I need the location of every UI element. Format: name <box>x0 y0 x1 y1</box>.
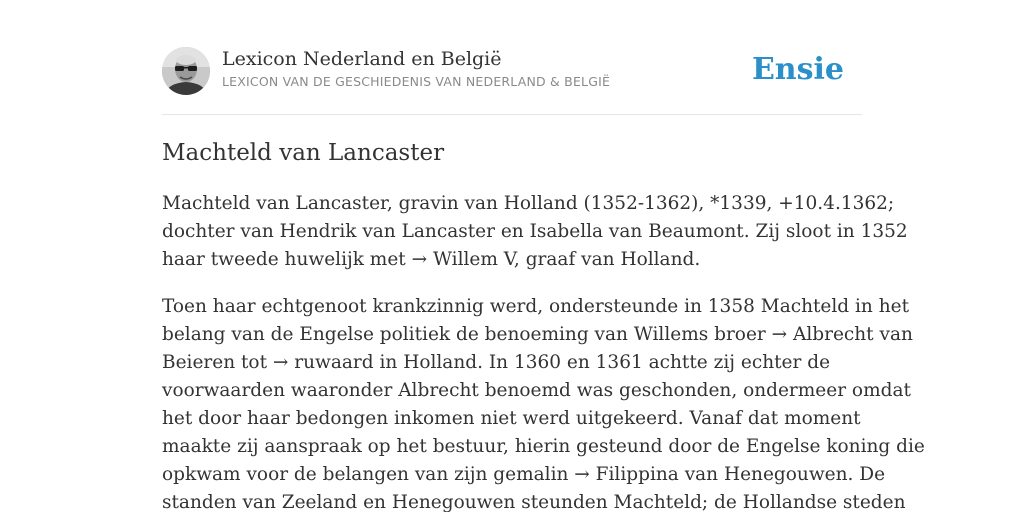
article-title: Machteld van Lancaster <box>162 140 445 166</box>
text-line: voorwaarden waaronder Albrecht benoemd was geschonden, ondermeer omdat <box>162 380 911 401</box>
author-name[interactable]: Lexicon Nederland en België <box>222 48 502 70</box>
text-line: Toen haar echtgenoot krankzinnig werd, ondersteunde in 1358 Machteld in het <box>162 296 910 317</box>
text-line: Beieren tot → ruwaard in Holland. In 1360 en 1361 achtte zij echter de <box>162 352 831 373</box>
text-line: dochter van Hendrik van Lancaster en Isabella van Beaumont. Zij sloot in 1352 <box>162 221 908 242</box>
author-subtitle[interactable]: LEXICON VAN DE GESCHIEDENIS VAN NEDERLAND & BELGIË <box>222 74 611 89</box>
text-line: belang van de Engelse politiek de benoeming van Willems broer → Albrecht van <box>162 324 913 345</box>
page-header <box>162 46 862 115</box>
text-line: opkwam voor de belangen van zijn gemalin → Filippina van Henegouwen. De <box>162 464 886 485</box>
article-body <box>162 190 925 512</box>
text-line: Machteld van Lancaster, gravin van Holland (1352-1362), *1339, +10.4.1362; <box>162 193 895 214</box>
author-avatar[interactable] <box>162 47 210 95</box>
text-line: het door haar bedongen inkomen niet werd uitgekeerd. Vanaf dat moment <box>162 408 861 429</box>
text-line: haar tweede huwelijk met → Willem V, graaf van Holland. <box>162 249 701 270</box>
text-line: maakte zij aanspraak op het bestuur, hierin gesteund door de Engelse koning die <box>162 436 925 457</box>
ensie-logo[interactable]: Ensie <box>751 52 844 87</box>
article-paragraph-2 <box>162 293 925 512</box>
person-photo-icon <box>162 47 210 95</box>
article-paragraph-1 <box>162 190 908 274</box>
text-line: standen van Zeeland en Henegouwen steunden Machteld; de Hollandse steden <box>162 492 906 512</box>
